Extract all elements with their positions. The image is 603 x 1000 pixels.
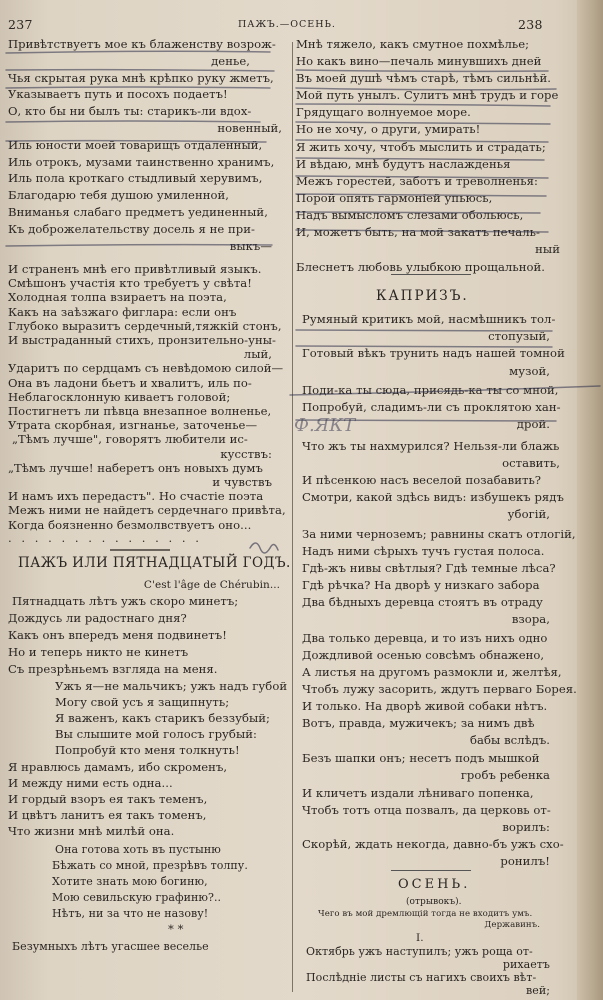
verse-line: Что жизни мнѣ милѣй она. — [8, 824, 175, 838]
verse-line: Послѣдніе листы съ нагихъ своихъ вѣт- — [306, 971, 537, 984]
poem-epigraph: Чего въ мой дремлющій тогда не входитъ умъ. — [318, 909, 533, 919]
verse-line: О, кто бы ни былъ ты: старикъ-ли вдох- — [8, 104, 252, 119]
verse-line: кусствъ: — [220, 446, 272, 461]
asterism: * * — [168, 922, 184, 936]
poem-title: ОСЕНЬ. — [398, 877, 471, 892]
verse-line: Ужъ я—не мальчикъ; ужъ надъ губой — [55, 679, 288, 693]
verse-line: И, можетъ быть, на мой закатъ печаль- — [296, 225, 540, 239]
ink-underline — [6, 51, 270, 53]
verse-line: Указываетъ путь и посохъ подаетъ! — [8, 87, 228, 102]
verse-line: И страненъ мнѣ его привѣтливый языкъ. — [8, 262, 262, 276]
verse-line: А листья на другомъ размокли и, желтѣя, — [302, 665, 562, 679]
section-divider — [391, 870, 471, 871]
verse-line: Иль пола кроткаго стыдливый херувимъ, — [8, 171, 263, 186]
verse-line: Но не хочу, о други, умирать! — [296, 122, 481, 136]
verse-line: И намъ ихъ передастъ". Но счастіе поэта — [8, 489, 264, 504]
page-number-left: 237 — [8, 17, 33, 32]
verse-line: Иль отрокъ, музами таинственно хранимъ, — [8, 154, 275, 169]
verse-line: Когда боязненно безмолвствуетъ оно... — [8, 517, 252, 532]
handwritten-note: Ф.ЯКТ — [294, 415, 356, 436]
verse-line: Мою севильскую графиню?.. — [52, 891, 222, 904]
verse-line: Грядущаго волнуемое море. — [296, 105, 471, 119]
verse-line: Хотите знать мою богиню, — [52, 875, 208, 888]
verse-line: И вѣдаю, мнѣ будутъ наслажденья — [296, 157, 511, 171]
verse-line: Утрата скорбная, изгнанье, заточенье— — [8, 418, 258, 433]
verse-line: Два бѣдныхъ деревца стоятъ въ отраду — [302, 595, 543, 609]
running-title: ПАЖЪ.—ОСЕНЬ. — [238, 19, 336, 30]
poem-epigraph: C'est l'âge de Chérubin... — [143, 579, 280, 591]
verse-line: вей; — [526, 984, 550, 997]
page-number-right: 238 — [518, 17, 543, 32]
poem-title: КАПРИЗЪ. — [376, 288, 469, 304]
verse-line: денье, — [211, 53, 250, 68]
poem-subtitle: (отрывокъ). — [406, 897, 462, 907]
verse-line: Постигнетъ ли пѣвца внезапное волненье, — [8, 404, 272, 418]
verse-line: И выстраданный стихъ, пронзительно-уны- — [8, 333, 276, 347]
verse-line: Гдѣ рѣчка? На дворѣ у низкаго забора — [302, 578, 540, 592]
verse-line: Но и теперь никто не кинетъ — [8, 645, 189, 659]
verse-line: За ними черноземъ; равнины скатъ отлогій, — [302, 527, 576, 541]
verse-line: Надъ ними сѣрыхъ тучъ густая полоса. — [302, 544, 545, 558]
verse-line: рихаетъ — [502, 958, 550, 971]
verse-line: Я нравлюсь дамамъ, ибо скроменъ, — [8, 760, 228, 774]
verse-line: И пѣсенкою насъ веселой позабавить? — [302, 473, 542, 487]
verse-line: взора, — [511, 612, 550, 626]
verse-line: Ударитъ по сердцамъ съ невѣдомою силой— — [8, 361, 284, 376]
verse-line: Но какъ вино—печаль минувшихъ дней — [296, 54, 542, 68]
verse-line: Октябрь ужъ наступилъ; ужъ роща от- — [306, 945, 533, 958]
verse-line: Благодарю тебя душою умиленной, — [8, 188, 230, 203]
verse-line: И кличетъ издали лѣниваго попенка, — [302, 786, 534, 800]
section-number: I. — [416, 932, 424, 944]
verse-line: стопузый, — [488, 329, 550, 343]
verse-line: И между ними есть одна... — [8, 776, 173, 790]
ellipsis-row: . . . . . . . . . . . . . . . — [8, 531, 202, 545]
verse-line: Въ моей душѣ чѣмъ старѣ, тѣмъ сильнѣй. — [296, 71, 552, 85]
verse-line: Порой опять гармоніей упьюсь, — [296, 191, 493, 205]
verse-line: Вы слышите мой голосъ грубый: — [55, 727, 257, 741]
verse-line: Глубоко выразитъ сердечный,тяжкій стонъ, — [8, 318, 282, 333]
verse-line: Чтобъ лужу засорить, ждутъ перваго Борея. — [302, 682, 577, 696]
verse-line: дрой. — [516, 417, 550, 431]
verse-line: Мой путь унылъ. Сулитъ мнѣ трудъ и горе — [296, 88, 559, 102]
verse-line: лый, — [243, 347, 272, 362]
section-divider — [391, 274, 471, 275]
verse-line: Вниманья слабаго предметъ уединенный, — [8, 205, 268, 219]
verse-line: Неблагосклонную киваетъ головой; — [8, 389, 231, 404]
ink-scribble — [250, 543, 278, 553]
verse-line: и чувствъ — [212, 475, 272, 489]
verse-line: ронилъ! — [500, 854, 550, 868]
verse-line: Нѣтъ, ни за что не назову! — [52, 907, 209, 920]
verse-line: Два только деревца, и то изъ нихъ одно — [302, 631, 548, 645]
verse-line: ный — [535, 242, 560, 256]
verse-line: гробъ ребенка — [460, 768, 550, 782]
verse-line: „Тѣмъ лучше! наберетъ онъ новыхъ думъ — [8, 460, 263, 475]
verse-line: Попробуй кто меня толкнуть! — [55, 743, 240, 757]
verse-line: И цвѣтъ ланитъ ея такъ томенъ, — [8, 808, 207, 822]
verse-line: Надъ вымысломъ слезами обольюсь, — [296, 208, 524, 222]
verse-line: Смѣшонъ участія кто требуетъ у свѣта! — [8, 276, 252, 291]
verse-line: Мнѣ тяжело, какъ смутное похмѣлье; — [296, 37, 530, 51]
verse-line: Скорѣй, ждать некогда, давно-бъ ужъ схо- — [302, 837, 564, 851]
verse-line: Могу свой усъ я защипнуть; — [55, 695, 230, 709]
verse-line: Къ доброжелательству досель я не при- — [8, 221, 255, 236]
verse-line: Пятнадцать лѣтъ ужъ скоро минетъ; — [12, 594, 239, 608]
verse-line: Безъ шапки онъ; несетъ подъ мышкой — [302, 751, 540, 765]
verse-line: Чтобъ тотъ отца позвалъ, да церковь от- — [302, 803, 551, 817]
verse-line: Привѣтствуетъ мое къ блаженству возрож- — [8, 37, 276, 51]
verse-line: Иль юности моей товарищъ отдаленный, — [8, 137, 263, 152]
verse-line: Дождусь ли радостнаго дня? — [8, 611, 187, 625]
verse-line: Что жъ ты нахмурился? Нельзя-ли блажь — [302, 439, 560, 453]
column-divider — [292, 42, 293, 992]
verse-line: Смотри, какой здѣсь видъ: избушекъ рядъ — [302, 490, 564, 504]
verse-line: ворилъ: — [502, 820, 550, 834]
verse-line: Съ презрѣньемъ взгляда на меня. — [8, 662, 218, 676]
verse-line: Я важенъ, какъ старикъ беззубый; — [55, 711, 270, 725]
verse-line: Какъ онъ впередъ меня подвинетъ! — [8, 628, 227, 642]
verse-line: выкъ— — [229, 238, 272, 253]
verse-line: „Тѣмъ лучше", говорятъ любители ис- — [12, 432, 248, 447]
verse-line: Межъ горестей, заботъ и треволненья: — [296, 174, 538, 188]
verse-line: оставить, — [502, 456, 560, 470]
verse-line: Безумныхъ лѣтъ угасшее веселье — [12, 940, 209, 953]
verse-line: Гдѣ-жъ нивы свѣтлыя? Гдѣ темные лѣса? — [302, 561, 556, 575]
verse-line: Чья скрытая рука мнѣ крѣпко руку жметъ, — [8, 70, 274, 85]
verse-line: Дождливой осенью совсѣмъ обнажено, — [302, 648, 545, 662]
verse-line: И только. На дворѣ живой собаки нѣтъ. — [302, 699, 548, 713]
page-edge-shadow — [577, 0, 603, 1000]
section-divider — [110, 549, 170, 551]
verse-line: Блеснетъ любовь улыбкою прощальной. — [296, 260, 546, 274]
verse-line: Она въ ладони бьетъ и хвалитъ, иль по- — [8, 375, 252, 390]
verse-line: бабы вслѣдъ. — [470, 733, 550, 747]
verse-line: Румяный критикъ мой, насмѣшникъ тол- — [302, 312, 556, 326]
verse-line: Вотъ, правда, мужичекъ; за нимъ двѣ — [302, 716, 535, 730]
verse-line: Холодная толпа взираетъ на поэта, — [8, 290, 227, 305]
verse-line: Межъ ними не найдетъ сердечнаго привѣта, — [8, 503, 286, 518]
epigraph-author: Державинъ. — [484, 920, 540, 930]
verse-line: новенный, — [217, 121, 282, 135]
verse-line: Она готова хоть въ пустыню — [55, 843, 221, 856]
verse-line: Поди-ка ты сюда, присядь-ка ты со мной, — [302, 383, 559, 397]
poem-title: ПАЖЪ ИЛИ ПЯТНАДЦАТЫЙ ГОДЪ. — [18, 555, 291, 571]
verse-line: убогій, — [507, 507, 550, 521]
verse-line: Я жить хочу, чтобъ мыслить и страдать; — [296, 140, 546, 154]
verse-line: музой, — [509, 364, 550, 378]
verse-line: Бѣжать со мной, презрѣвъ толпу. — [52, 859, 248, 872]
verse-line: Попробуй, сладимъ-ли съ проклятою хан- — [302, 400, 561, 414]
verse-line: Какъ на заѣзжаго фиглара: если онъ — [8, 304, 237, 319]
verse-line: Готовый вѣкъ трунить надъ нашей томной — [302, 346, 565, 360]
verse-line: И гордый взоръ ея такъ теменъ, — [8, 792, 208, 806]
